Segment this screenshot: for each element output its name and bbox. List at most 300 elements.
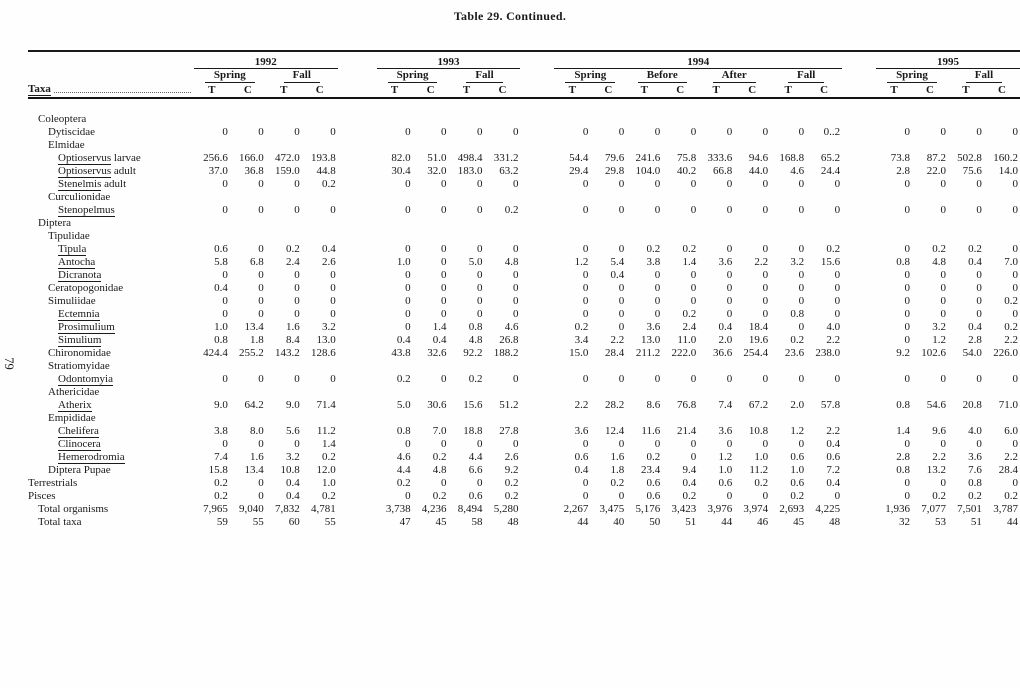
value-cell: 4,781 xyxy=(310,502,336,515)
value-cell: 8.0 xyxy=(250,424,264,437)
column-gap xyxy=(520,98,554,125)
column-gap xyxy=(520,83,554,98)
value-cell: 0 xyxy=(726,281,733,294)
column-gap xyxy=(520,151,554,164)
year-1994: 1994 xyxy=(554,51,842,69)
taxon-label: Curculionidae xyxy=(48,190,111,203)
value-cell xyxy=(984,229,1020,242)
value-cell: 32 xyxy=(898,515,910,528)
value-cell: 502.8 xyxy=(957,151,982,164)
value-cell: 0.6 xyxy=(646,476,661,489)
column-gap xyxy=(842,489,876,502)
column-gap xyxy=(338,177,377,190)
taxon-label: Tipula xyxy=(58,242,87,255)
season-1992-fall: Fall xyxy=(266,69,338,84)
taxon-label: Simulium xyxy=(58,333,102,346)
value-cell xyxy=(449,98,485,125)
taxon-label: Chelifera xyxy=(58,424,99,437)
value-cell xyxy=(626,359,662,372)
taxon-label: Diptera xyxy=(38,216,71,229)
value-cell: 0 xyxy=(1012,281,1018,294)
value-cell: 3.6 xyxy=(968,450,982,463)
value-cell: 2.2 xyxy=(826,424,841,437)
season-1994-before: Before xyxy=(626,69,698,84)
value-cell: 0 xyxy=(222,177,228,190)
value-cell: 0.6 xyxy=(214,242,228,255)
value-cell: 51 xyxy=(970,515,982,528)
value-cell xyxy=(266,98,302,125)
value-cell: 0 xyxy=(940,294,946,307)
value-cell: 94.6 xyxy=(748,151,769,164)
value-cell xyxy=(770,138,806,151)
value-cell xyxy=(912,138,948,151)
value-cell: 0 xyxy=(582,203,589,216)
value-cell: 0.4 xyxy=(321,242,336,255)
value-cell: 19.6 xyxy=(748,333,769,346)
value-cell: 333.6 xyxy=(707,151,733,164)
value-cell: 160.2 xyxy=(993,151,1018,164)
value-cell: 0 xyxy=(904,125,910,138)
column-gap xyxy=(842,268,876,281)
value-cell: 0 xyxy=(834,307,841,320)
value-cell: 0 xyxy=(222,372,228,385)
value-cell xyxy=(485,411,521,424)
value-cell: 0 xyxy=(618,294,625,307)
table-row xyxy=(28,281,1020,294)
table-row xyxy=(28,190,1020,203)
value-cell: 3.4 xyxy=(574,333,589,346)
value-cell: 1.4 xyxy=(321,437,336,450)
value-cell xyxy=(266,190,302,203)
value-cell: 9,040 xyxy=(239,502,264,515)
table-row xyxy=(28,242,1020,255)
value-cell: 51.2 xyxy=(499,398,519,411)
value-cell: 37.0 xyxy=(208,164,228,177)
column-gap xyxy=(520,307,554,320)
value-cell: 0 xyxy=(222,125,228,138)
value-cell xyxy=(554,190,590,203)
table-row xyxy=(28,320,1020,333)
value-cell: 0 xyxy=(441,294,447,307)
value-cell: 0 xyxy=(690,294,697,307)
value-cell: 3.2 xyxy=(790,255,805,268)
value-cell: 0 xyxy=(330,281,336,294)
value-cell: 0 xyxy=(976,268,982,281)
value-cell: 0.2 xyxy=(321,177,336,190)
value-cell: 7,965 xyxy=(203,502,228,515)
value-cell xyxy=(485,98,521,125)
value-cell: 0 xyxy=(405,437,411,450)
value-cell xyxy=(302,359,338,372)
value-cell: 9.0 xyxy=(286,398,300,411)
taxon-label: Elmidae xyxy=(48,138,85,151)
value-cell: 3,787 xyxy=(993,502,1018,515)
taxon-label: Coleoptera xyxy=(38,112,87,125)
value-cell xyxy=(876,229,912,242)
value-cell: 0.4 xyxy=(286,489,300,502)
value-cell: 0 xyxy=(798,372,805,385)
value-cell: 0.4 xyxy=(968,320,982,333)
taxon-label: Terrestrials xyxy=(28,476,78,489)
column-gap xyxy=(520,320,554,333)
value-cell: 0 xyxy=(726,437,733,450)
value-cell xyxy=(590,190,626,203)
table-row xyxy=(28,216,1020,229)
value-cell xyxy=(734,411,770,424)
value-cell: 0.8 xyxy=(896,463,910,476)
value-cell: 75.8 xyxy=(676,151,697,164)
corner-cell xyxy=(28,51,194,69)
value-cell: 4.8 xyxy=(468,333,483,346)
value-cell: 0 xyxy=(441,177,447,190)
column-gap xyxy=(842,125,876,138)
value-cell xyxy=(230,359,266,372)
value-cell: 43.8 xyxy=(391,346,411,359)
value-cell xyxy=(554,229,590,242)
value-cell xyxy=(662,359,698,372)
value-cell: 0.4 xyxy=(574,463,589,476)
value-cell: 0 xyxy=(582,294,589,307)
value-cell: 0 xyxy=(834,294,841,307)
column-gap xyxy=(842,320,876,333)
season-header-row xyxy=(28,69,1020,84)
value-cell: 26.8 xyxy=(499,333,519,346)
value-cell: 0.2 xyxy=(646,242,661,255)
value-cell xyxy=(266,138,302,151)
value-cell: 0.2 xyxy=(754,476,769,489)
value-cell xyxy=(377,229,413,242)
value-cell: 4.6 xyxy=(396,450,411,463)
value-cell: 0.8 xyxy=(790,307,805,320)
value-cell: 255.2 xyxy=(239,346,264,359)
column-gap xyxy=(338,69,377,84)
value-cell: 1.6 xyxy=(286,320,300,333)
column-gap xyxy=(338,411,377,424)
column-gap xyxy=(338,281,377,294)
value-cell xyxy=(302,138,338,151)
value-cell: 0 xyxy=(904,372,910,385)
value-cell: 0 xyxy=(222,203,228,216)
value-cell: 0 xyxy=(1012,307,1018,320)
value-cell: 0 xyxy=(654,203,661,216)
value-cell: 0.2 xyxy=(682,242,697,255)
value-cell: 1.4 xyxy=(682,255,697,268)
value-cell: 1.0 xyxy=(790,463,805,476)
value-cell xyxy=(876,190,912,203)
value-cell: 0 xyxy=(904,281,910,294)
value-cell: 0 xyxy=(441,372,447,385)
table-row xyxy=(28,307,1020,320)
taxon-label: Ceratopogonidae xyxy=(48,281,124,294)
column-gap xyxy=(338,229,377,242)
value-cell xyxy=(806,216,842,229)
value-cell xyxy=(770,190,806,203)
column-gap xyxy=(338,372,377,385)
taxon-label: Prosimulium xyxy=(58,320,115,333)
value-cell: 29.4 xyxy=(569,164,589,177)
value-cell: 0 xyxy=(512,307,519,320)
value-cell: 15.6 xyxy=(463,398,483,411)
value-cell xyxy=(912,385,948,398)
value-cell xyxy=(698,216,734,229)
value-cell: 0 xyxy=(726,307,733,320)
value-cell: 0.2 xyxy=(646,450,661,463)
tc-label: T xyxy=(449,83,485,98)
value-cell: 0 xyxy=(654,437,661,450)
taxon-label: Total organisms xyxy=(38,502,109,515)
value-cell xyxy=(413,98,449,125)
value-cell: 0 xyxy=(654,372,661,385)
tc-label: C xyxy=(984,83,1020,98)
column-gap xyxy=(842,372,876,385)
season-1994-spring: Spring xyxy=(554,69,626,84)
value-cell: 18.8 xyxy=(463,424,483,437)
value-cell: 27.8 xyxy=(499,424,519,437)
column-gap xyxy=(520,437,554,450)
column-gap xyxy=(520,411,554,424)
value-cell: 0.2 xyxy=(432,450,447,463)
value-cell: 7,077 xyxy=(921,502,946,515)
value-cell: 0 xyxy=(294,125,300,138)
value-cell xyxy=(948,411,984,424)
value-cell: 0 xyxy=(726,268,733,281)
tc-label: C xyxy=(662,83,698,98)
value-cell: 0 xyxy=(477,294,483,307)
value-cell: 5.4 xyxy=(610,255,625,268)
value-cell xyxy=(984,190,1020,203)
value-cell: 0 xyxy=(294,294,300,307)
value-cell: 0 xyxy=(618,125,625,138)
value-cell: 50 xyxy=(649,515,661,528)
tc-header-row xyxy=(28,83,1020,98)
value-cell xyxy=(413,190,449,203)
season-1993-fall: Fall xyxy=(449,69,521,84)
value-cell: 0 xyxy=(294,437,300,450)
value-cell: 2,693 xyxy=(779,502,805,515)
value-cell: 0 xyxy=(976,437,982,450)
table-row xyxy=(28,476,1020,489)
column-gap xyxy=(520,190,554,203)
value-cell xyxy=(302,385,338,398)
table-row xyxy=(28,424,1020,437)
value-cell xyxy=(912,229,948,242)
value-cell: 28.4 xyxy=(998,463,1018,476)
value-cell: 0 xyxy=(904,268,910,281)
value-cell: 66.8 xyxy=(712,164,733,177)
value-cell: 0 xyxy=(690,281,697,294)
value-cell: 222.0 xyxy=(671,346,697,359)
value-cell: 13.4 xyxy=(244,463,264,476)
season-1994-fall: Fall xyxy=(770,69,842,84)
value-cell: 11.0 xyxy=(677,333,697,346)
value-cell: 29.8 xyxy=(605,164,625,177)
value-cell xyxy=(230,216,266,229)
value-cell xyxy=(984,385,1020,398)
column-gap xyxy=(338,515,377,528)
column-gap xyxy=(520,69,554,84)
column-gap xyxy=(842,398,876,411)
value-cell xyxy=(230,229,266,242)
value-cell: 0 xyxy=(330,203,336,216)
value-cell xyxy=(449,138,485,151)
value-cell: 0.2 xyxy=(432,489,447,502)
value-cell: 0 xyxy=(405,242,411,255)
value-cell: 75.6 xyxy=(962,164,982,177)
value-cell: 0 xyxy=(582,372,589,385)
value-cell: 30.6 xyxy=(427,398,447,411)
value-cell: 64.2 xyxy=(244,398,264,411)
taxon-label: Optioservus adult xyxy=(58,164,136,177)
value-cell xyxy=(485,190,521,203)
value-cell: 44 xyxy=(577,515,589,528)
value-cell: 0 xyxy=(834,203,841,216)
value-cell xyxy=(194,98,230,125)
value-cell xyxy=(948,190,984,203)
value-cell xyxy=(266,216,302,229)
value-cell xyxy=(662,98,698,125)
taxon-label: Clinocera xyxy=(58,437,101,450)
column-gap xyxy=(338,83,377,98)
column-gap xyxy=(338,216,377,229)
value-cell: 0 xyxy=(904,294,910,307)
column-gap xyxy=(842,463,876,476)
value-cell: 47 xyxy=(399,515,411,528)
taxon-label: Stratiomyidae xyxy=(48,359,110,372)
column-gap xyxy=(520,229,554,242)
value-cell: 20.8 xyxy=(962,398,982,411)
value-cell xyxy=(806,190,842,203)
value-cell xyxy=(554,138,590,151)
value-cell: 0 xyxy=(330,372,336,385)
value-cell xyxy=(194,229,230,242)
value-cell: 0 xyxy=(1012,125,1018,138)
value-cell: 0 xyxy=(690,203,697,216)
value-cell: 0 xyxy=(798,268,805,281)
column-gap xyxy=(520,177,554,190)
value-cell: 0 xyxy=(798,242,805,255)
value-cell xyxy=(734,216,770,229)
table-row xyxy=(28,437,1020,450)
column-gap xyxy=(520,463,554,476)
value-cell: 45 xyxy=(793,515,805,528)
value-cell: 0 xyxy=(582,476,589,489)
value-cell xyxy=(734,359,770,372)
value-cell: 7.4 xyxy=(214,450,228,463)
value-cell: 0 xyxy=(512,268,519,281)
value-cell: 76.8 xyxy=(676,398,697,411)
value-cell: 9.4 xyxy=(682,463,697,476)
value-cell xyxy=(302,98,338,125)
value-cell: 0.2 xyxy=(504,476,519,489)
value-cell xyxy=(806,98,842,125)
value-cell: 51.0 xyxy=(427,151,447,164)
value-cell: 4.6 xyxy=(504,320,519,333)
value-cell: 0 xyxy=(512,281,519,294)
tc-label: T xyxy=(770,83,806,98)
column-gap xyxy=(338,164,377,177)
value-cell: 0 xyxy=(834,268,841,281)
value-cell: 2.2 xyxy=(1004,450,1018,463)
column-gap xyxy=(338,125,377,138)
value-cell: 0 xyxy=(762,177,769,190)
value-cell: 0 xyxy=(762,203,769,216)
value-cell: 54.0 xyxy=(962,346,982,359)
value-cell: 0 xyxy=(405,203,411,216)
value-cell: 0.2 xyxy=(790,489,805,502)
value-cell xyxy=(266,411,302,424)
value-cell: 0 xyxy=(940,125,946,138)
taxon-label: Optioservus larvae xyxy=(58,151,141,164)
value-cell: 0 xyxy=(330,307,336,320)
value-cell: 5.0 xyxy=(468,255,483,268)
column-gap xyxy=(842,255,876,268)
value-cell xyxy=(194,359,230,372)
table-header xyxy=(28,51,1020,98)
column-gap xyxy=(842,242,876,255)
table-row xyxy=(28,177,1020,190)
value-cell: 0 xyxy=(1012,242,1018,255)
column-gap xyxy=(338,437,377,450)
column-gap xyxy=(520,372,554,385)
value-cell: 0.6 xyxy=(468,489,483,502)
value-cell: 58 xyxy=(471,515,483,528)
tc-label: T xyxy=(554,83,590,98)
value-cell: 0 xyxy=(258,242,264,255)
value-cell: 0 xyxy=(222,307,228,320)
table-row xyxy=(28,385,1020,398)
value-cell: 63.2 xyxy=(499,164,519,177)
column-gap xyxy=(338,138,377,151)
value-cell: 0.4 xyxy=(286,476,300,489)
value-cell: 0 xyxy=(762,372,769,385)
value-cell: 3,976 xyxy=(707,502,733,515)
column-gap xyxy=(842,98,876,125)
value-cell xyxy=(413,411,449,424)
column-gap xyxy=(520,489,554,502)
value-cell: 0 xyxy=(512,125,519,138)
value-cell: 0 xyxy=(477,437,483,450)
value-cell: 0 xyxy=(834,372,841,385)
value-cell xyxy=(876,216,912,229)
corner-cell xyxy=(28,69,194,84)
value-cell xyxy=(626,229,662,242)
value-cell: 0 xyxy=(690,125,697,138)
value-cell: 13.2 xyxy=(926,463,946,476)
value-cell: 4.6 xyxy=(790,164,805,177)
taxon-label: Dytiscidae xyxy=(48,125,96,138)
column-gap xyxy=(520,385,554,398)
value-cell xyxy=(912,359,948,372)
value-cell: 0 xyxy=(762,437,769,450)
tc-label: T xyxy=(948,83,984,98)
value-cell: 54.6 xyxy=(926,398,946,411)
value-cell: 0.2 xyxy=(932,242,946,255)
value-cell: 0 xyxy=(441,268,447,281)
value-cell: 2.8 xyxy=(968,333,982,346)
table-row xyxy=(28,502,1020,515)
value-cell xyxy=(302,190,338,203)
value-cell: 5.6 xyxy=(286,424,300,437)
value-cell: 45 xyxy=(435,515,447,528)
column-gap xyxy=(842,385,876,398)
value-cell: 71.4 xyxy=(316,398,336,411)
column-gap xyxy=(842,151,876,164)
value-cell: 9.0 xyxy=(214,398,228,411)
column-gap xyxy=(520,51,554,69)
page-number: 79 xyxy=(1,357,16,370)
value-cell xyxy=(449,216,485,229)
column-gap xyxy=(338,51,377,69)
